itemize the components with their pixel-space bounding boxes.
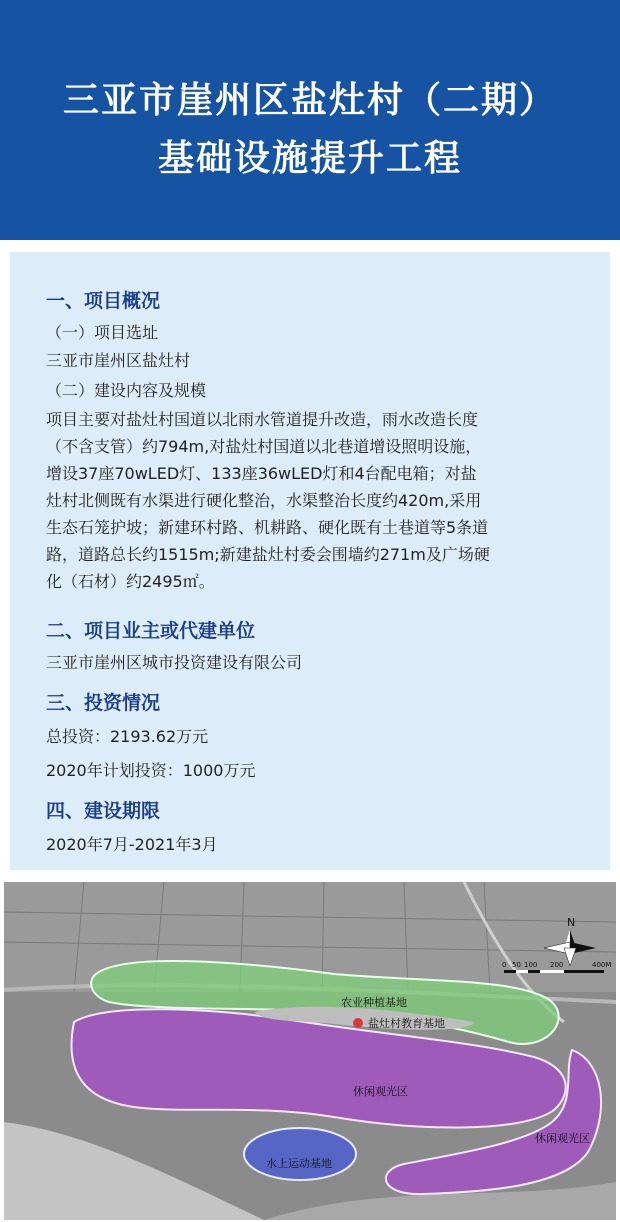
investment-heading: 三、投资情况: [46, 692, 161, 714]
scale-label-0: 0: [502, 961, 507, 969]
site-map-svg: [4, 882, 616, 1220]
owner-heading: 二、项目业主或代建单位: [46, 620, 256, 642]
period-heading: 四、建设期限: [46, 800, 161, 822]
zone-water-sports: [244, 1128, 356, 1180]
period-value: 2020年7月-2021年3月: [46, 835, 218, 854]
overview-heading: 一、项目概况: [46, 290, 161, 312]
label-leisure-1: 休闲观光区: [353, 1085, 408, 1098]
scope-line: 化（石材）约2495㎡。: [46, 572, 215, 591]
scale-label-200: 200: [550, 961, 564, 969]
site-label: （一）项目选址: [46, 323, 159, 342]
compass-label: N: [567, 916, 576, 929]
scale-label-400: 400M: [592, 961, 612, 969]
label-leisure-2: 休闲观光区: [535, 1132, 590, 1145]
label-agri: 农业种植基地: [341, 996, 407, 1009]
scope-line: 增设37座70wLED灯、133座36wLED灯和4台配电箱；对盐: [46, 464, 477, 483]
education-marker: [353, 1018, 363, 1028]
scope-label: （二）建设内容及规模: [46, 381, 207, 400]
scope-line: （不含支管）约794m,对盐灶村国道以北巷道增设照明设施，: [46, 437, 482, 456]
site-value: 三亚市崖州区盐灶村: [46, 351, 191, 370]
title-banner: [0, 0, 620, 240]
scale-bar: [502, 961, 611, 973]
scale-label-50: 50: [512, 961, 521, 969]
owner-value: 三亚市崖州区城市投资建设有限公司: [46, 653, 303, 672]
label-edu: 盐灶村教育基地: [368, 1017, 445, 1030]
investment-plan-2020: 2020年计划投资：1000万元: [46, 761, 256, 780]
scope-line: 路，道路总长约1515m;新建盐灶村委会围墙约271m及广场硬: [46, 545, 490, 564]
scope-paragraph: [46, 406, 586, 595]
scope-line: 灶村北侧既有水渠进行硬化整治，水渠整治长度约420m,采用: [46, 491, 482, 510]
scope-line: 项目主要对盐灶村国道以北雨水管道提升改造，雨水改造长度: [46, 410, 479, 429]
scale-label-100: 100: [524, 961, 538, 969]
page-title-line2: 基础设施提升工程: [157, 138, 462, 179]
label-water: 水上运动基地: [266, 1157, 332, 1170]
page-title-line1: 三亚市崖州区盐灶村（二期）: [62, 80, 557, 121]
investment-total: 总投资：2193.62万元: [46, 727, 209, 746]
scope-line: 生态石笼护坡；新建环村路、机耕路、硬化既有土巷道等5条道: [46, 518, 489, 537]
site-map: [4, 882, 616, 1220]
